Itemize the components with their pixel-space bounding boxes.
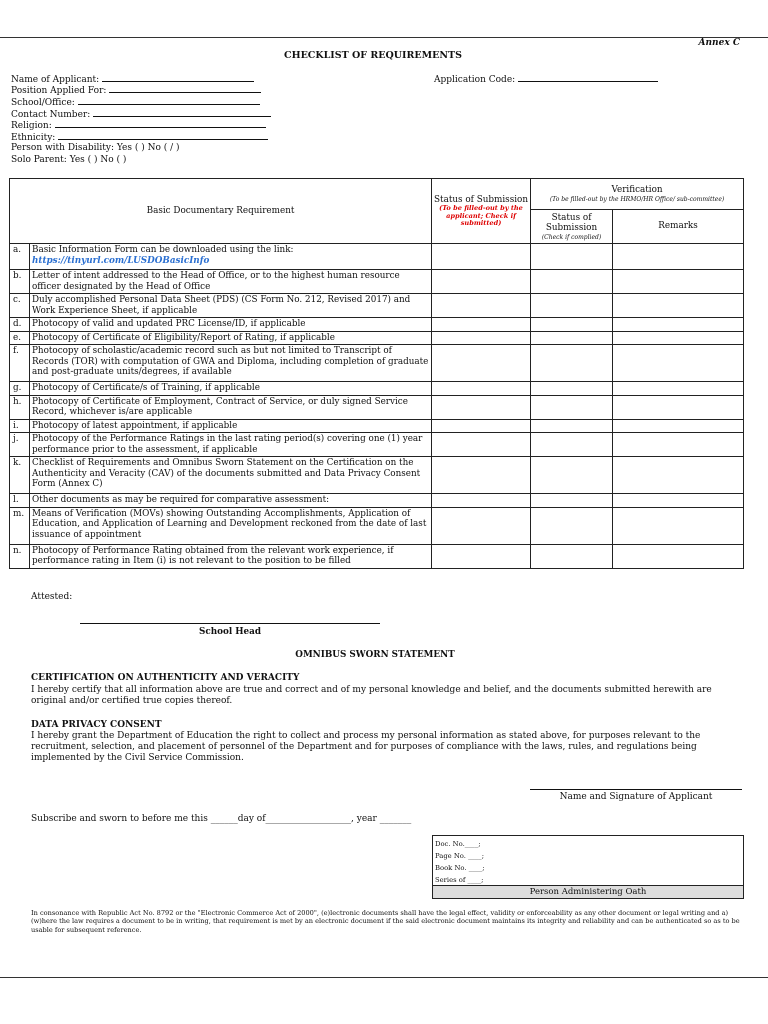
app-code-line (518, 73, 658, 82)
table-row (10, 331, 744, 345)
ver-status-note: (Check if complied) (541, 233, 602, 241)
ver-status-cell[interactable] (531, 318, 613, 332)
ethnicity-line (58, 131, 268, 140)
remarks-cell[interactable] (613, 270, 744, 294)
page-title: CHECKLIST OF REQUIREMENTS (284, 50, 462, 61)
verification-title: Verification (611, 185, 663, 196)
table-row (10, 345, 744, 382)
book-no[interactable]: Book No. ____; (435, 864, 485, 872)
ver-status-cell[interactable] (531, 382, 613, 396)
contact-line (93, 108, 271, 117)
cav-heading: CERTIFICATION ON AUTHENTICITY AND VERACITY (31, 673, 300, 683)
series-of[interactable]: Series of ____; (435, 876, 484, 884)
ver-status-cell[interactable] (531, 507, 613, 544)
omnibus-title: OMNIBUS SWORN STATEMENT (295, 650, 455, 660)
remarks-cell[interactable] (613, 294, 744, 318)
row-letter: n. (10, 544, 30, 568)
row-letter: j. (10, 433, 30, 457)
row-letter: d. (10, 318, 30, 332)
ver-status-cell[interactable] (531, 395, 613, 419)
applicant-signature-label: Name and Signature of Applicant (559, 792, 713, 802)
requirement-text: Photocopy of the Performance Ratings in the last rating period(s) covering one (1) year performance prior to the assessment, if applicable (32, 434, 423, 455)
remarks-cell[interactable] (613, 544, 744, 568)
table-row (10, 494, 744, 508)
status-cell[interactable] (432, 457, 531, 494)
remarks-cell[interactable] (613, 318, 744, 332)
status-cell[interactable] (432, 331, 531, 345)
header-verification (531, 179, 744, 210)
bottom-rule (0, 977, 768, 978)
row-letter: a. (10, 244, 30, 270)
row-requirement (30, 294, 432, 318)
basic-info-link[interactable]: https://tinyurl.com/LUSDOBasicInfo (32, 255, 210, 266)
row-requirement (30, 270, 432, 294)
row-letter: f. (10, 345, 30, 382)
requirements-table (9, 178, 744, 569)
notary-box (432, 835, 744, 899)
name-label: Name of Applicant: (11, 75, 100, 85)
row-letter: i. (10, 419, 30, 433)
table-row (10, 419, 744, 433)
table-row (10, 433, 744, 457)
ver-status-cell[interactable] (531, 494, 613, 508)
requirement-text: Duly accomplished Personal Data Sheet (PDS) (CS Form No. 212, Revised 2017) and Work Experience Sheet, if applicable (32, 295, 411, 316)
remarks-cell[interactable] (613, 507, 744, 544)
table-row (10, 318, 744, 332)
requirement-text: Means of Verification (MOVs) showing Outstanding Accomplishments, Application of Education, and Application of Learning and Development reckoned from the date of last issuance of appointment (32, 508, 427, 540)
row-letter: b. (10, 270, 30, 294)
top-rule (0, 37, 768, 38)
position-label: Position Applied For: (11, 86, 107, 96)
ver-status-cell[interactable] (531, 345, 613, 382)
remarks-cell[interactable] (613, 244, 744, 270)
status-cell[interactable] (432, 318, 531, 332)
header-ver-status (531, 210, 613, 244)
requirement-text: Photocopy of Performance Rating obtained from the relevant work experience, if performance rating in Item (i) is not relevant to the position to be filled (32, 545, 394, 566)
ver-status-cell[interactable] (531, 457, 613, 494)
status-cell[interactable] (432, 395, 531, 419)
row-letter: k. (10, 457, 30, 494)
requirement-text: Other documents as may be required for comparative assessment: (32, 495, 330, 505)
remarks-cell[interactable] (613, 345, 744, 382)
row-requirement (30, 395, 432, 419)
header-requirement: Basic Documentary Requirement (10, 179, 432, 244)
row-letter: e. (10, 331, 30, 345)
remarks-cell[interactable] (613, 433, 744, 457)
solo-parent-field[interactable]: Solo Parent: Yes ( ) No ( ) (11, 155, 127, 165)
status-cell[interactable] (432, 507, 531, 544)
attested-label: Attested: (31, 592, 73, 602)
school-head-label: School Head (198, 627, 261, 637)
row-requirement (30, 507, 432, 544)
ethnicity-label: Ethnicity: (11, 133, 56, 143)
subscribe-sworn-line[interactable]: Subscribe and sworn to before me this ______day of___________________, year _______ (31, 814, 412, 824)
application-code-field[interactable] (434, 73, 658, 86)
header-remarks: Remarks (613, 210, 744, 244)
requirement-text: Photocopy of Certificate of Employment, Contract of Service, or duly signed Service Record, whichever is/are applicable (32, 396, 408, 417)
row-letter: g. (10, 382, 30, 396)
status-cell[interactable] (432, 494, 531, 508)
row-letter: h. (10, 395, 30, 419)
requirement-text: Checklist of Requirements and Omnibus Sworn Statement on the Certification on the Authenticity and Veracity (CAV) of the documents submitted and Data Privacy Consent Form (Annex C) (32, 458, 421, 489)
ver-status-cell[interactable] (531, 419, 613, 433)
row-requirement (30, 457, 432, 494)
row-requirement (30, 433, 432, 457)
row-requirement (30, 544, 432, 568)
status-cell[interactable] (432, 244, 531, 270)
remarks-cell[interactable] (613, 395, 744, 419)
row-requirement (30, 419, 432, 433)
table-row (10, 395, 744, 419)
remarks-cell[interactable] (613, 457, 744, 494)
row-requirement (30, 345, 432, 382)
data-privacy-heading: DATA PRIVACY CONSENT (31, 720, 162, 730)
school-line (78, 96, 260, 105)
table-row (10, 294, 744, 318)
row-letter: m. (10, 507, 30, 544)
ver-status-cell[interactable] (531, 433, 613, 457)
row-letter: c. (10, 294, 30, 318)
requirement-text: Photocopy of scholastic/academic record such as but not limited to Transcript of Records (TOR) with computation of GWA and Diploma, including completion of graduate and post-graduate units/degrees, if available (32, 346, 429, 377)
status-cell[interactable] (432, 294, 531, 318)
status-cell[interactable] (432, 270, 531, 294)
name-line (102, 73, 254, 82)
disclaimer-text: In consonance with Republic Act No. 8792 or the "Electronic Commerce Act of 2000", (e)lectronic documents shall have the legal effect, validity or enforceability as any other document or legal writing and a) (w)here the law requires a document to be in writing, that requirement is met by an electronic document if the said electronic document maintains its integrity and reliability and can be authenticated so as to be usable for subsequent reference. (31, 909, 740, 934)
position-line (109, 84, 261, 93)
ver-status-cell[interactable] (531, 331, 613, 345)
cav-text: I hereby certify that all information above are true and correct and of my personal knowledge and belief, and the documents submitted herewith are original and/or certified true copies thereof. (31, 685, 712, 706)
ver-status-cell[interactable] (531, 244, 613, 270)
school-label: School/Office: (11, 98, 75, 108)
status-cell[interactable] (432, 433, 531, 457)
annex-label: Annex C (698, 38, 740, 48)
ver-status-cell[interactable] (531, 544, 613, 568)
status-note: (To be filled-out by the applicant; Check if submitted) (439, 204, 523, 227)
verification-note: (To be filled-out by the HRMO/HR Office/ sub-committee) (549, 195, 725, 203)
row-requirement (30, 318, 432, 332)
requirement-text: Letter of intent addressed to the Head of Office, or to the highest human resource officer designated by the Head of Office (32, 271, 400, 292)
pwd-field[interactable]: Person with Disability: Yes ( ) No ( / ) (11, 143, 180, 153)
table-row (10, 244, 744, 270)
status-title: Status of Submission (434, 194, 528, 205)
doc-no[interactable]: Doc. No.____; (435, 840, 481, 848)
table-row (10, 507, 744, 544)
requirement-text: Photocopy of latest appointment, if applicable (32, 420, 238, 431)
status-cell[interactable] (432, 544, 531, 568)
data-privacy-text: I hereby grant the Department of Education the right to collect and process my personal information as stated above, for purposes relevant to the recruitment, selection, and placement of personnel of the Department and for purposes of compliance with the laws, rules, and regulations being implemented by the Civil Service Commission. (31, 731, 701, 763)
applicant-signature-line[interactable] (530, 789, 742, 790)
table-row (10, 457, 744, 494)
table-row (10, 544, 744, 568)
remarks-cell[interactable] (613, 331, 744, 345)
remarks-cell[interactable] (613, 494, 744, 508)
row-requirement (30, 244, 432, 270)
table-row (10, 270, 744, 294)
app-code-label: Application Code: (434, 75, 516, 85)
status-cell[interactable] (432, 382, 531, 396)
page-no[interactable]: Page No. ____; (435, 852, 484, 860)
table-row (10, 382, 744, 396)
remarks-cell[interactable] (613, 419, 744, 433)
school-head-signature-line[interactable] (80, 623, 380, 624)
header-status (432, 179, 531, 244)
person-administering-oath: Person Administering Oath (433, 885, 743, 898)
religion-label: Religion: (11, 121, 52, 131)
ver-status-cell[interactable] (531, 294, 613, 318)
requirement-text: Photocopy of valid and updated PRC License/ID, if applicable (32, 319, 306, 329)
requirement-text: Basic Information Form can be downloaded using the link: (32, 245, 294, 255)
requirement-text: Photocopy of Certificate of Eligibility/Report of Rating, if applicable (32, 332, 335, 343)
row-requirement (30, 382, 432, 396)
ver-status-title: Status of Submission (545, 212, 598, 233)
row-requirement (30, 494, 432, 508)
religion-line (55, 119, 266, 128)
status-cell[interactable] (432, 419, 531, 433)
ver-status-cell[interactable] (531, 270, 613, 294)
row-letter: l. (10, 494, 30, 508)
status-cell[interactable] (432, 345, 531, 382)
contact-label: Contact Number: (11, 110, 91, 120)
row-requirement (30, 331, 432, 345)
requirement-text: Photocopy of Certificate/s of Training, if applicable (32, 383, 260, 393)
remarks-cell[interactable] (613, 382, 744, 396)
